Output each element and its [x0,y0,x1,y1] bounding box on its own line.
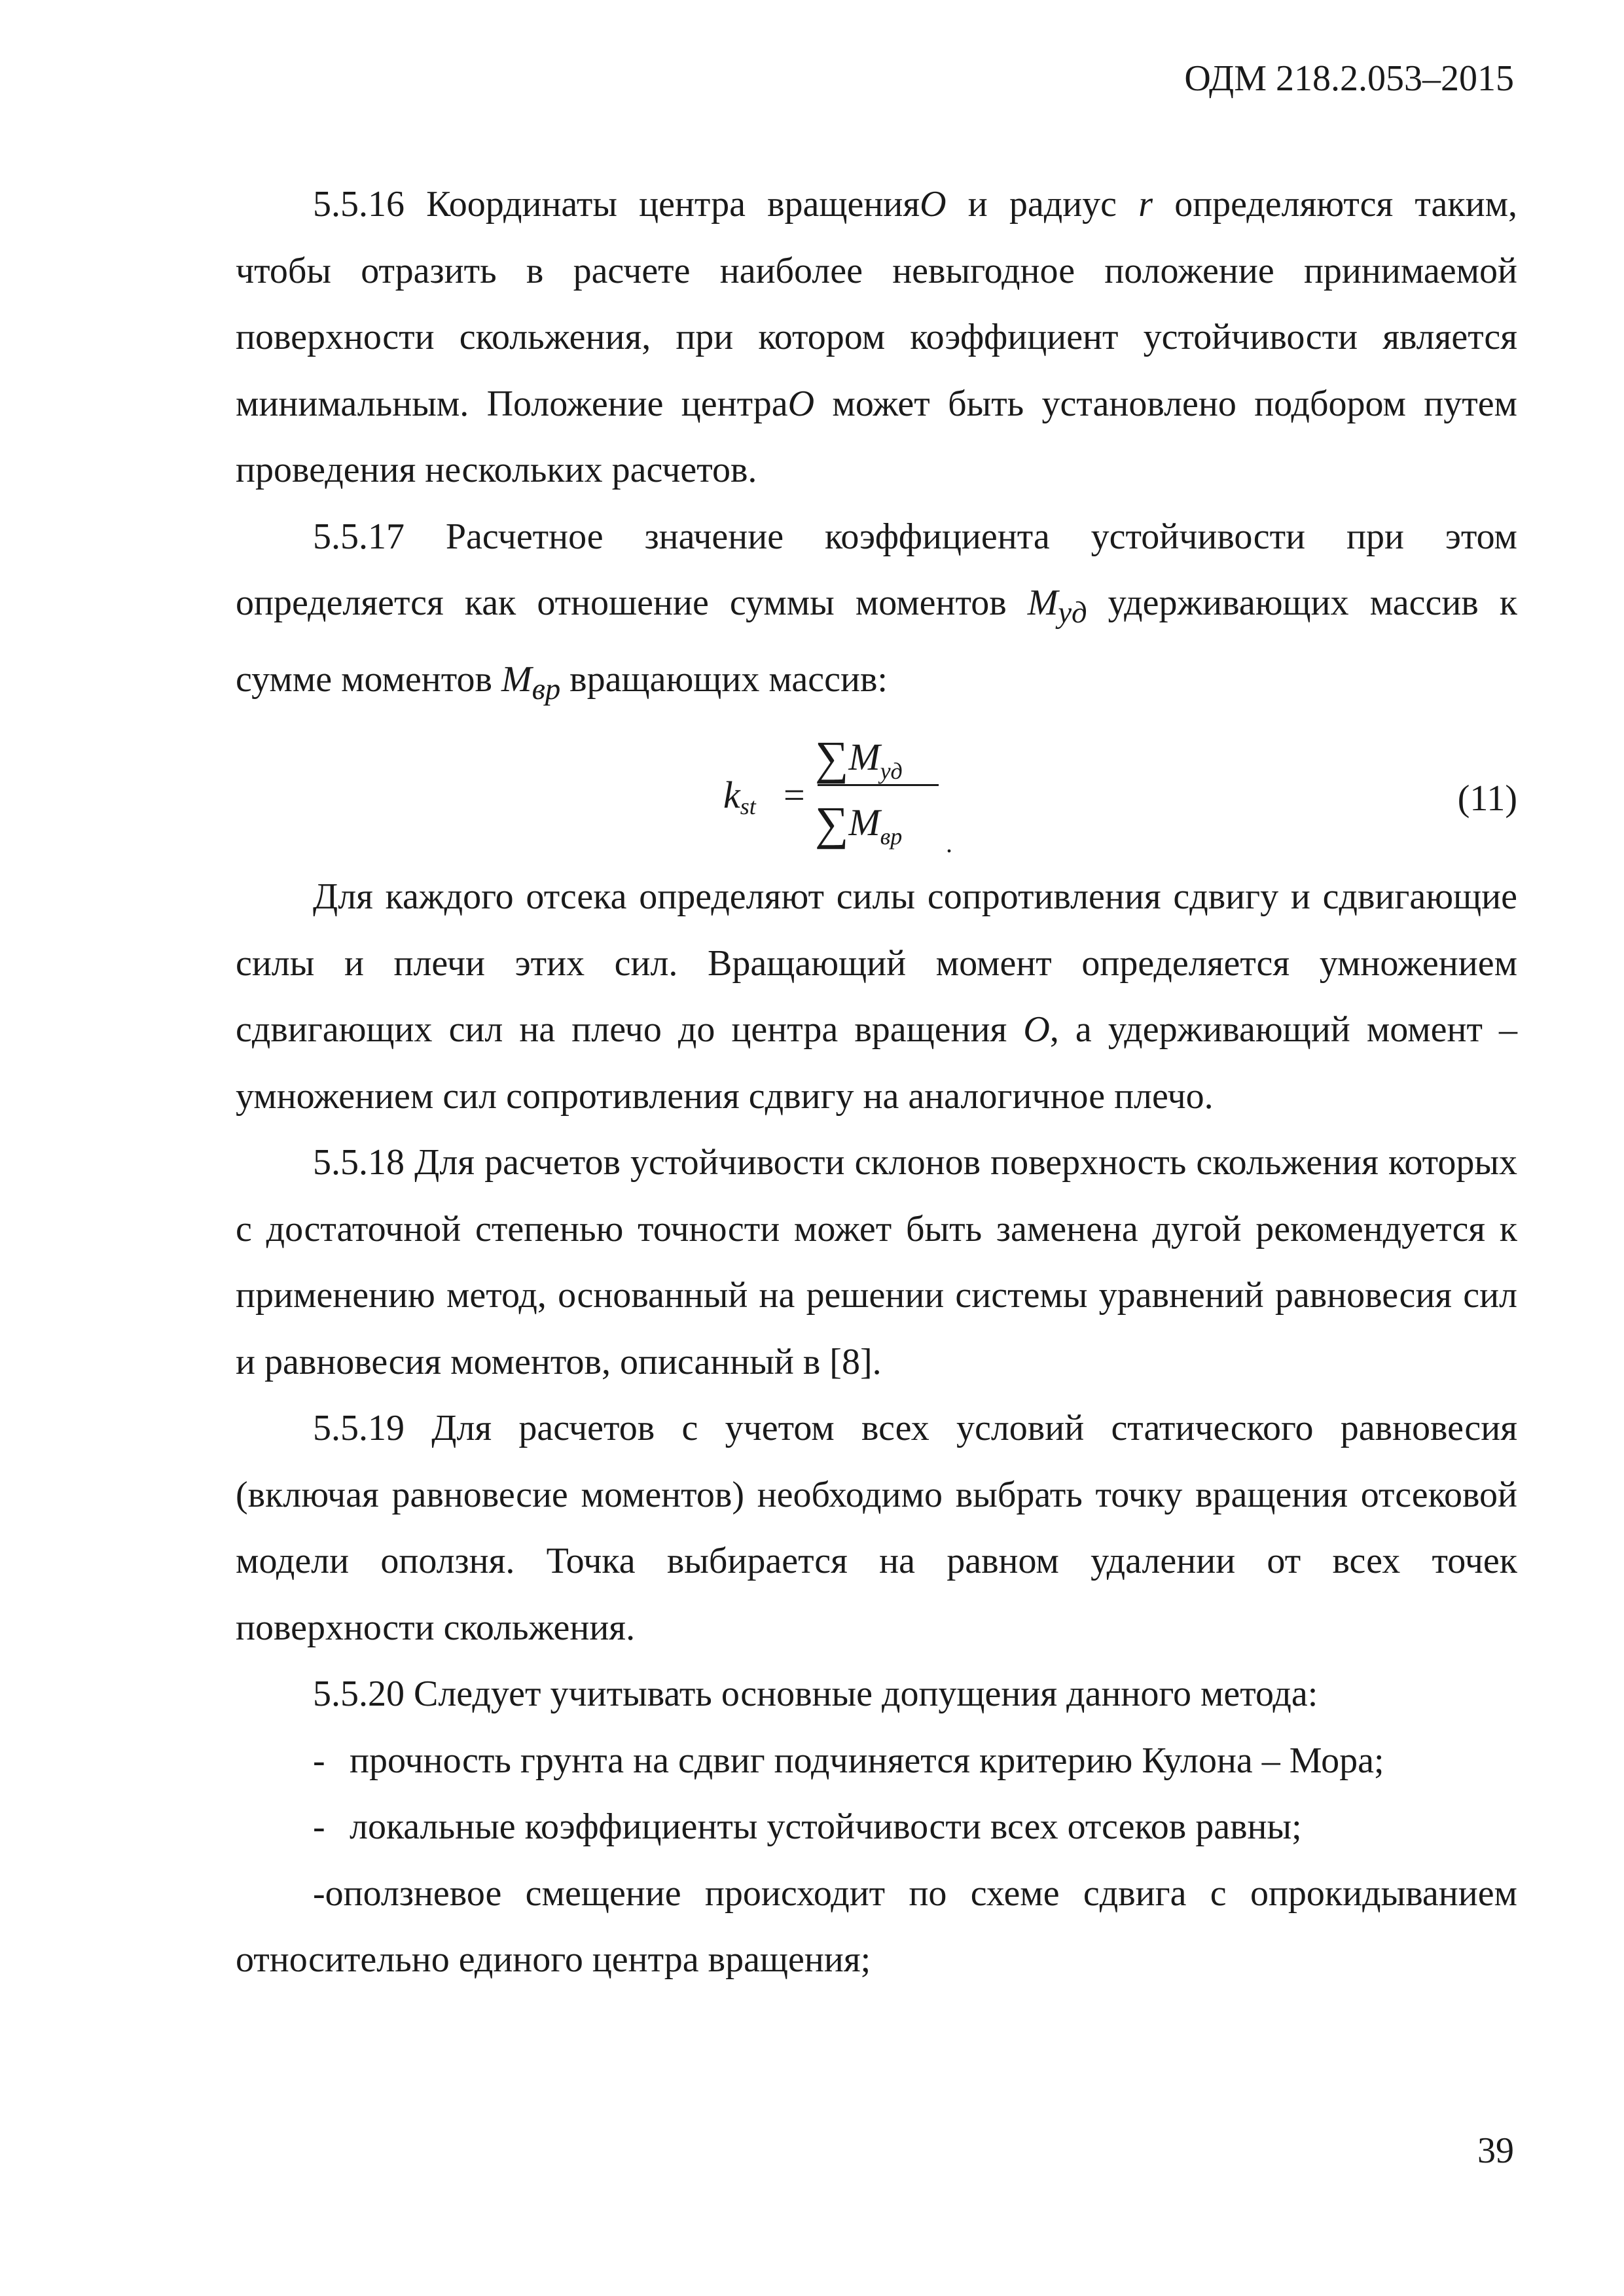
paragraph-otsek [236,864,1517,1130]
symbol-letter: M [501,658,532,700]
paragraph-5-5-19 [236,1395,1517,1661]
text-fragment: , а удерживающий момент – умножением сил сопротивления сдвигу на аналогичное плечо. [236,1009,1517,1117]
list-dash: - [313,1873,325,1914]
paragraph-5-5-20 [236,1661,1517,1728]
formula-k-letter: k [723,774,740,817]
page-number: 39 [1477,2130,1514,2171]
text-fragment: Расчетное значение коэффициента устойчивости при этом определяется как отношение суммы моментов [236,516,1517,623]
list-item-text: прочность грунта на сдвиг подчиняется критерию Кулона – Мора; [350,1740,1384,1781]
text-fragment: и радиус [946,184,1139,224]
text-fragment: вращающих массив: [560,658,888,700]
symbol-subscript: уд [1058,596,1087,630]
paragraph-5-5-16 [236,171,1517,504]
list-dash: - [313,1740,325,1781]
text-fragment: Для расчетов с учетом всех условий статического равновесия (включая равновесие моментов) необходимо выбрать точку вращения отсековой модели оползня. Точка выбирается на равном удалении от всех точек поверхности скольжения. [236,1408,1517,1648]
page-body [236,171,1517,1994]
clause-number: 5.5.16 [313,184,405,224]
formula-equals: = [784,774,805,817]
symbol-o: O [787,383,815,424]
symbol-m-ud [1027,583,1087,630]
sigma-symbol: ∑ [815,797,849,850]
text-fragment: может быть установлено подбором путем проведения нескольких расчетов. [236,383,1517,490]
symbol-o: O [920,184,947,224]
text-fragment: Следует учитывать основные допущения данного метода: [405,1674,1318,1715]
text-fragment: удерживающих массив к сумме моментов [236,583,1518,700]
symbol-r: r [1138,184,1153,224]
formula-denominator [815,789,902,870]
numerator-m: M [848,736,880,779]
denominator-subscript: вр [880,823,903,850]
clause-number: 5.5.18 [313,1142,405,1183]
symbol-subscript: вр [532,672,561,706]
symbol-letter: M [1027,583,1058,623]
formula-period: . [946,829,952,859]
clause-number: 5.5.20 [313,1674,405,1715]
paragraph-5-5-18 [236,1130,1517,1395]
numerator-subscript: уд [880,758,903,785]
document-code-header: ОДМ 218.2.053–2015 [1184,58,1514,99]
symbol-m-vr [501,658,561,706]
fraction-bar [818,784,939,786]
list-item [236,1861,1517,1994]
list-dash: - [313,1806,325,1848]
list-item-text: локальные коэффициенты устойчивости всех отсеков равны; [350,1806,1302,1848]
sigma-symbol: ∑ [815,732,849,785]
text-fragment: определяются таким, чтобы отразить в расчете наиболее невыгодное положение принимаемой поверхности скольжения, при котором коэффициент устойчивости является минимальным. Положение центра [236,184,1518,424]
formula-k-subscript: st [740,793,756,820]
clause-number: 5.5.19 [313,1408,405,1449]
formula-11 [236,723,1517,859]
text-fragment: Для каждого отсека определяют силы сопротивления сдвигу и сдвигающие силы и плечи этих сил. Вращающий момент определяется умножением сдвигающих сил на плечо до центра вращения [236,876,1517,1050]
paragraph-5-5-17 [236,504,1517,723]
text-fragment: Координаты центра вращения [405,184,920,224]
clause-number: 5.5.17 [313,516,405,557]
list-item [236,1794,1517,1861]
formula-k [723,762,756,840]
denominator-m: M [848,801,880,844]
list-item-text: оползневое смещение происходит по схеме сдвига с опрокидыванием относительно единого центра вращения; [236,1873,1517,1981]
equation-number: (11) [1457,778,1517,819]
list-item [236,1728,1517,1795]
text-fragment: Для расчетов устойчивости склонов поверхность скольжения которых с достаточной степенью точности может быть заменена дугой рекомендуется к применению метод, основанный на решении системы уравнений равновесия сил и равновесия моментов, описанный в [8]. [236,1142,1517,1382]
symbol-o: O [1023,1009,1050,1050]
